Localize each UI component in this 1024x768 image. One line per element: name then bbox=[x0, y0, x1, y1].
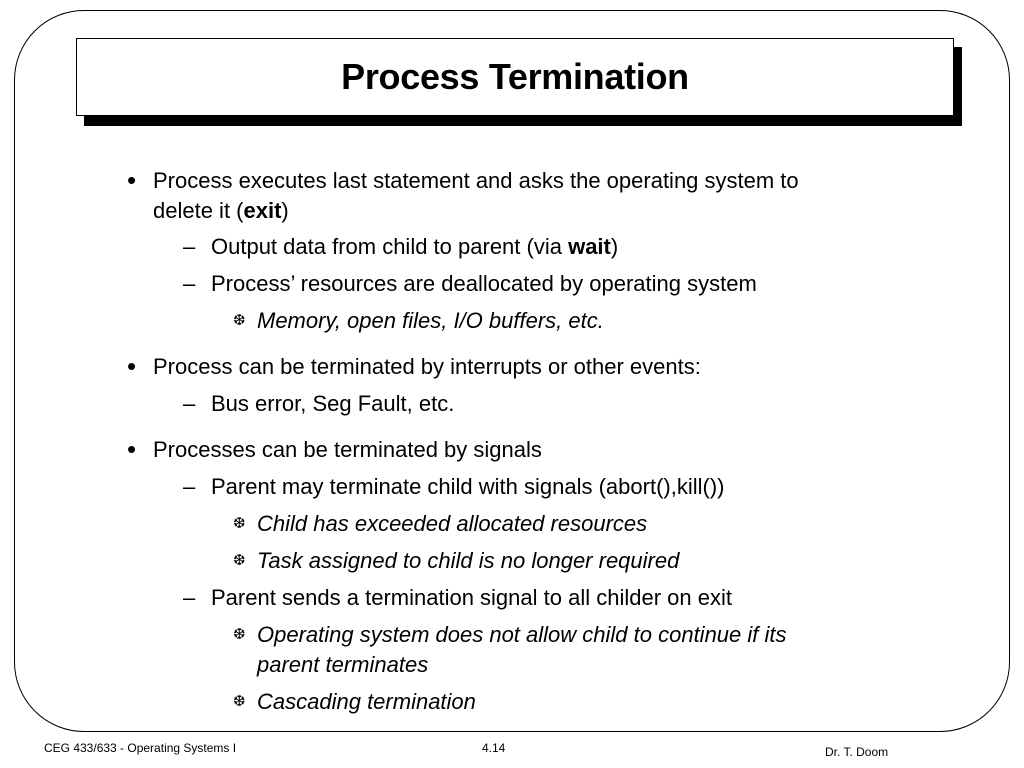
bullet-3-sub-1-item-1: Child has exceeded allocated resources bbox=[257, 511, 648, 536]
page-title: Process Termination bbox=[341, 56, 689, 97]
dash-marker: – bbox=[183, 234, 196, 259]
text-span: Output data from child to parent (via bbox=[211, 234, 569, 259]
bullet-1-line-1: Process executes last statement and asks the operating system to bbox=[153, 168, 799, 193]
snowflake-icon: ❆ bbox=[233, 552, 246, 569]
text-span: ) bbox=[610, 234, 619, 259]
dash-marker: – bbox=[183, 585, 196, 610]
snowflake-icon: ❆ bbox=[233, 626, 246, 643]
bullet-2-line-1: Process can be terminated by interrupts or other events: bbox=[153, 354, 701, 379]
bullet-3-sub-2-item-1-line-2: parent terminates bbox=[257, 652, 429, 677]
bullet-1-line-2 bbox=[153, 196, 289, 226]
bullet-marker: • bbox=[127, 434, 137, 464]
wait-keyword: wait bbox=[568, 234, 611, 259]
bullet-marker: • bbox=[127, 165, 137, 195]
bullet-marker: • bbox=[127, 351, 137, 381]
dash-marker: – bbox=[183, 474, 196, 499]
footer-page-number: 4.14 bbox=[482, 741, 506, 755]
bullet-3-sub-2: Parent sends a termination signal to all childer on exit bbox=[211, 585, 732, 610]
dash-marker: – bbox=[183, 391, 196, 416]
bullet-1-sub-2: Process’ resources are deallocated by operating system bbox=[211, 271, 757, 296]
bullet-3-line-1: Processes can be terminated by signals bbox=[153, 437, 542, 462]
bullet-3-sub-2-item-1-line-1: Operating system does not allow child to continue if its bbox=[257, 622, 787, 647]
footer-course: CEG 433/633 - Operating Systems I bbox=[44, 741, 237, 755]
bullet-1-sub-2-item-1: Memory, open files, I/O buffers, etc. bbox=[257, 308, 604, 333]
dash-marker: – bbox=[183, 271, 196, 296]
text-span: delete it ( bbox=[153, 198, 244, 223]
snowflake-icon: ❆ bbox=[233, 312, 246, 329]
snowflake-icon: ❆ bbox=[233, 515, 246, 532]
exit-keyword: exit bbox=[243, 198, 282, 223]
bullet-3-sub-1: Parent may terminate child with signals (abort(),kill()) bbox=[211, 474, 725, 499]
bullet-2-sub-1: Bus error, Seg Fault, etc. bbox=[211, 391, 455, 416]
footer-author: Dr. T. Doom bbox=[825, 745, 889, 759]
snowflake-icon: ❆ bbox=[233, 693, 246, 710]
bullet-1-sub-1 bbox=[211, 232, 618, 262]
bullet-3-sub-1-item-2: Task assigned to child is no longer required bbox=[257, 548, 680, 573]
text-span: ) bbox=[281, 198, 289, 223]
bullet-3-sub-2-item-2: Cascading termination bbox=[257, 689, 476, 714]
